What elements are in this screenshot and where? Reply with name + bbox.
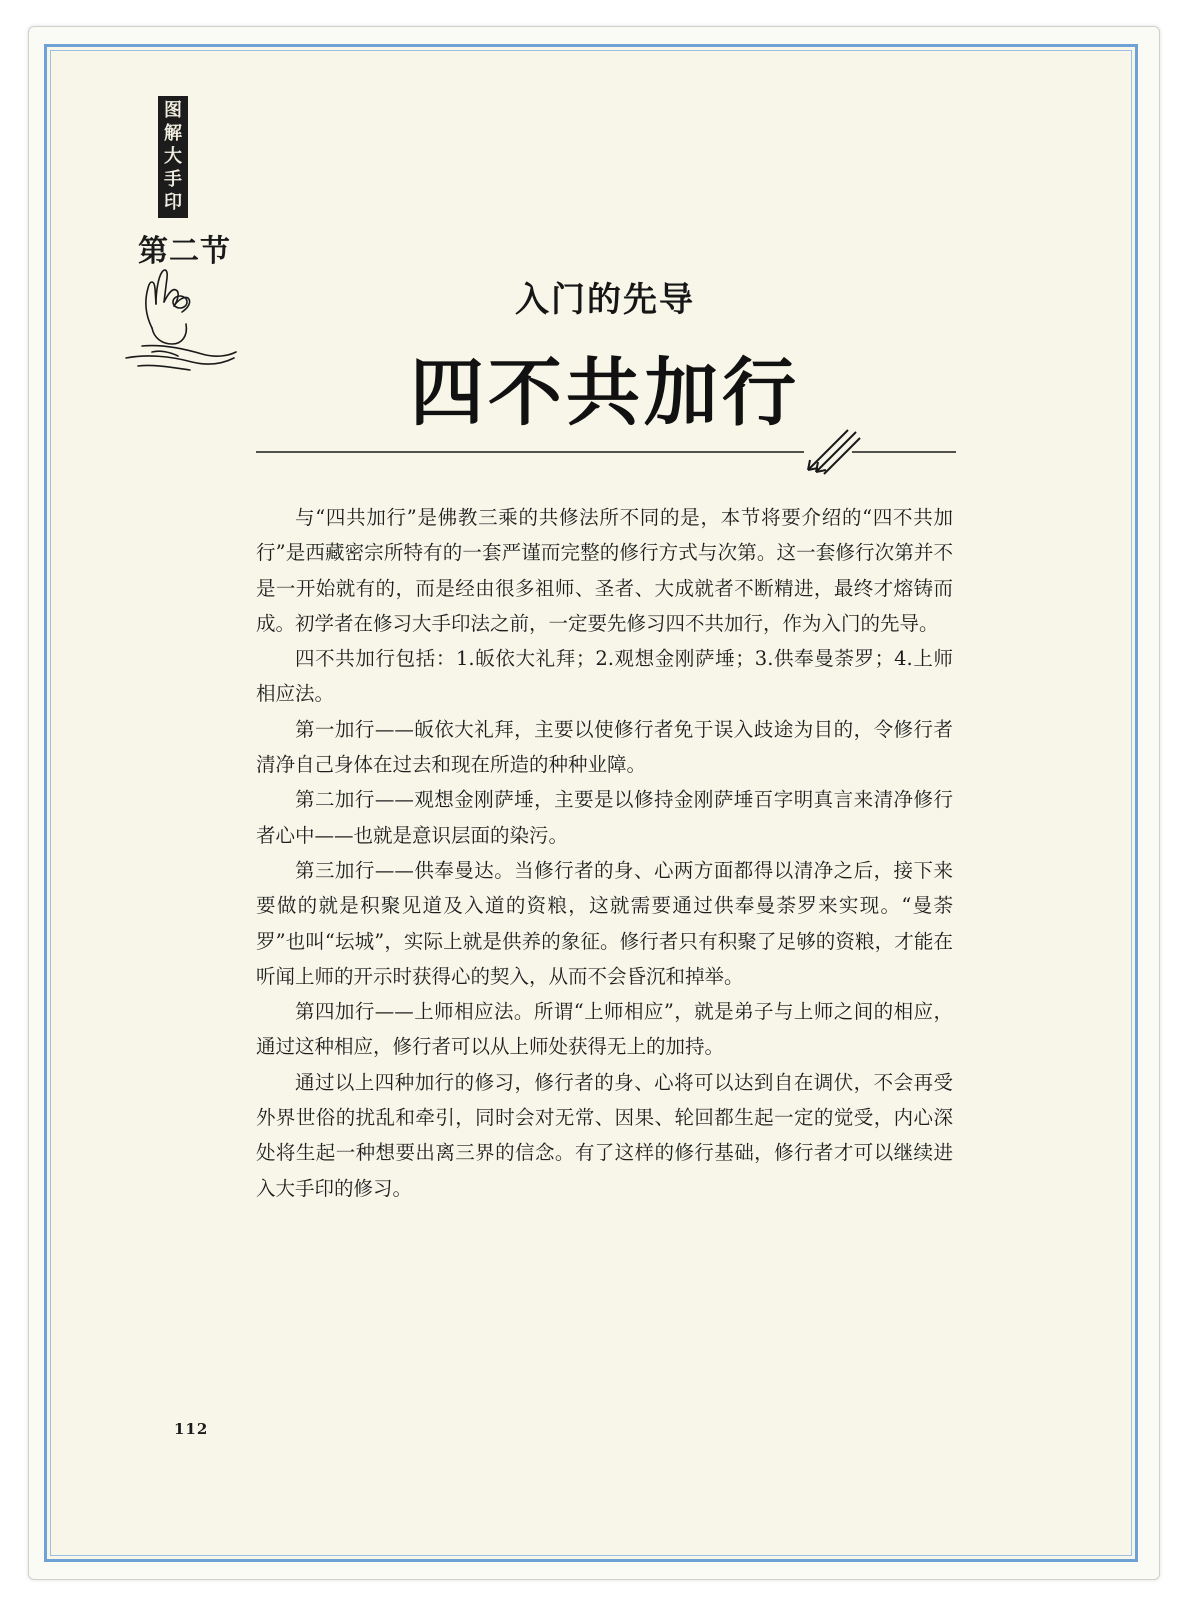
paragraph: 第二加行——观想金刚萨埵，主要是以修持金刚萨埵百字明真言来清净修行者心中——也就是意识层面的染污。 [256, 788, 953, 847]
paragraph: 第四加行——上师相应法。所谓“上师相应”，就是弟子与上师之间的相应，通过这种相应，修行者可以从上师处获得无上的加持。 [256, 1000, 953, 1059]
section-label: 第二节 [138, 234, 231, 269]
page-number: 112 [174, 1420, 209, 1438]
book-seal [158, 96, 188, 218]
article-body [256, 500, 953, 1206]
seal-char: 手 [164, 168, 182, 190]
paragraph: 第三加行——供奉曼达。当修行者的身、心两方面都得以清净之后，接下来要做的就是积聚见道及入道的资粮，这就需要通过供奉曼荼罗来实现。“曼荼罗”也叫“坛城”，实际上就是供养的象征。修行者只有积聚了足够的资粮，才能在听闻上师的开示时获得心的契入，从而不会昏沉和掉举。 [256, 858, 953, 988]
paragraph: 第一加行——皈依大礼拜，主要以使修行者免于误入歧途为目的，令修行者清净自己身体在过去和现在所造的种种业障。 [256, 717, 953, 777]
paragraph: 与“四共加行”是佛教三乘的共修法所不同的是，本节将要介绍的“四不共加行”是西藏密宗所特有的一套严谨而完整的修行方式与次第。这一套修行次第并不是一开始就有的，而是经由很多祖师、圣者、大成就者不断精进，最终才熔铸而成。初学者在修习大手印法之前，一定要先修习四不共加行，作为入门的先导。 [256, 506, 953, 635]
seal-char: 印 [164, 191, 182, 213]
seal-char: 解 [164, 123, 182, 145]
mudra-hand-icon [112, 258, 242, 380]
paragraph: 通过以上四种加行的修习，修行者的身、心将可以达到自在调伏，不会再受外界世俗的扰乱和牵引，同时会对无常、因果、轮回都生起一定的觉受，内心深处将生起一种想要出离三界的信念。有了这样的修行基础，修行者才可以继续进入大手印的修习。 [256, 1070, 953, 1200]
seal-char: 图 [164, 100, 182, 122]
seal-char: 大 [164, 145, 182, 167]
paragraph: 四不共加行包括：1.皈依大礼拜；2.观想金刚萨埵；3.供奉曼荼罗；4.上师相应法。 [256, 647, 953, 706]
page-title: 四不共加行 [410, 350, 800, 436]
subtitle: 入门的先导 [515, 280, 695, 320]
title-divider [256, 424, 956, 476]
